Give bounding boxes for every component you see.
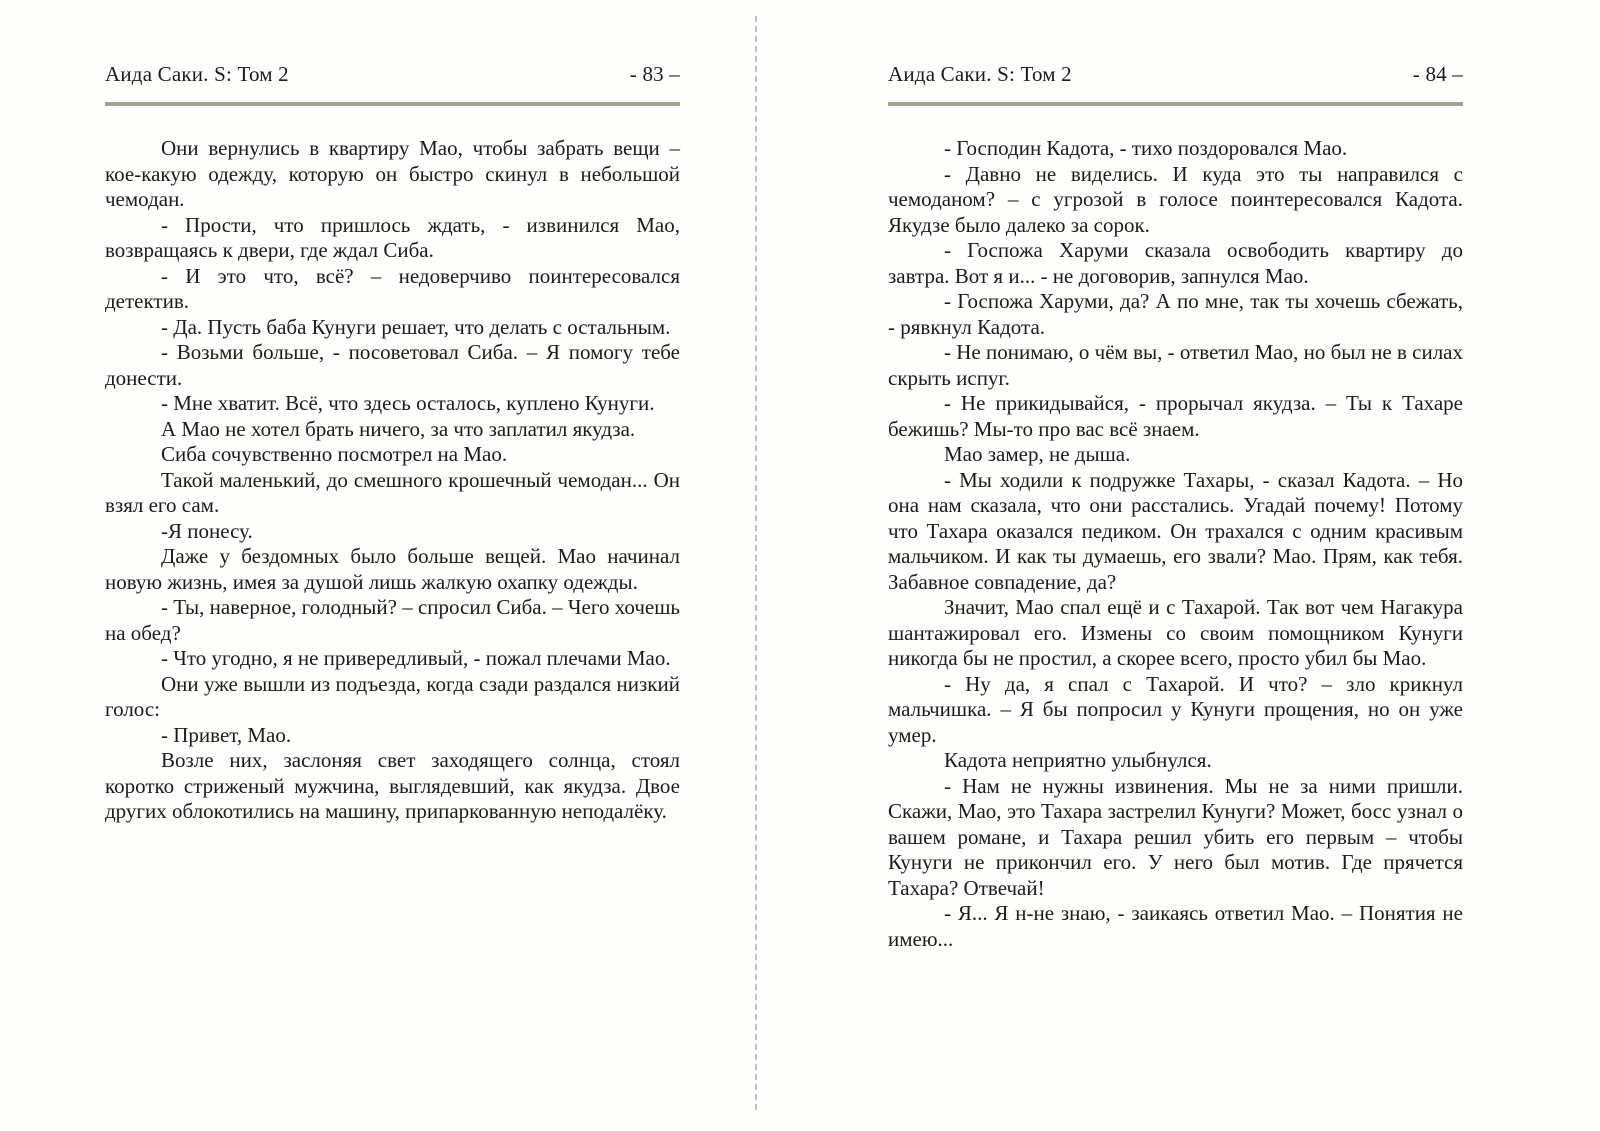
paragraph: - Прости, что пришлось ждать, - извинился Мао, возвращаясь к двери, где ждал Сиба. bbox=[105, 212, 680, 262]
paragraph: - Ты, наверное, голодный? – спросил Сиба. – Чего хочешь на обед? bbox=[105, 595, 680, 645]
page-left bbox=[105, 0, 680, 825]
paragraph: Они вернулись в квартиру Мао, чтобы забрать вещи – кое-какую одежду, которую он быстро скинул в небольшой чемодан. bbox=[105, 136, 680, 211]
paragraph: - И это что, всё? – недоверчиво поинтересовался детектив. bbox=[105, 263, 680, 313]
page-body-right bbox=[888, 136, 1463, 952]
page-header-right bbox=[888, 0, 1463, 87]
page-divider bbox=[755, 16, 757, 1110]
paragraph: - Нам не нужны извинения. Мы не за ними пришли. Скажи, Мао, это Тахара застрелил Кунуги? Может, босс узнал о вашем романе, и Тахара решил убить его первым – чтобы Кунуги не прикончил его. У него был мотив. Где прячется Тахара? Отвечай! bbox=[888, 773, 1463, 900]
paragraph: - Мы ходили к подружке Тахары, - сказал Кадота. – Но она нам сказала, что они расстались. Угадай почему! Потому что Тахара оказался педиком. Он трахался с одним красивым мальчиком. И как ты думаешь, его звали? Мао. Прям, как тебя. Забавное совпадение, да? bbox=[888, 467, 1463, 594]
paragraph: Мао замер, не дыша. bbox=[944, 442, 1131, 466]
page-number: - 84 – bbox=[1412, 62, 1463, 86]
header-rule bbox=[105, 102, 680, 106]
paragraph: - Ну да, я спал с Тахарой. И что? – зло крикнул мальчишка. – Я бы попросил у Кунуги прощения, но он уже умер. bbox=[888, 671, 1463, 747]
paragraph: - Госпожа Харуми, да? А по мне, так ты хочешь сбежать, - рявкнул Кадота. bbox=[888, 289, 1463, 339]
paragraph: - Господин Кадота, - тихо поздоровался Мао. bbox=[944, 136, 1348, 160]
paragraph: - Привет, Мао. bbox=[161, 722, 292, 747]
paragraph: Сиба сочувственно посмотрел на Мао. bbox=[161, 442, 508, 466]
paragraph: - Что угодно, я не привередливый, - пожал плечами Мао. bbox=[161, 646, 671, 670]
paragraph: - Не понимаю, о чём вы, - ответил Мао, но был не в силах скрыть испуг. bbox=[888, 340, 1463, 390]
page-number: - 83 – bbox=[629, 62, 680, 86]
paragraph: - Возьми больше, - посоветовал Сиба. – Я помогу тебе донести. bbox=[105, 340, 680, 390]
paragraph: - Мне хватит. Всё, что здесь осталось, куплено Кунуги. bbox=[161, 391, 655, 415]
page-body-left bbox=[105, 136, 680, 825]
paragraph: - Да. Пусть баба Кунуги решает, что делать с остальным. bbox=[161, 314, 671, 339]
paragraph: -Я понесу. bbox=[161, 518, 253, 543]
page-header-left bbox=[105, 0, 680, 87]
paragraph: - Не прикидывайся, - прорычал якудза. – Ты к Тахаре бежишь? Мы-то про вас всё знаем. bbox=[888, 391, 1463, 441]
paragraph: - Я... Я н-не знаю, - заикаясь ответил Мао. – Понятия не имею... bbox=[888, 901, 1463, 951]
paragraph: - Давно не виделись. И куда это ты направился с чемоданом? – с угрозой в голосе поинтересовался Кадота. Якудзе было далеко за сорок. bbox=[888, 161, 1463, 237]
running-title: Аида Саки. S: Том 2 bbox=[105, 62, 289, 86]
paragraph: Возле них, заслоняя свет заходящего солнца, стоял коротко стриженый мужчина, выглядевший, как якудза. Двое других облокотились на машину, припаркованную неподалёку. bbox=[105, 748, 680, 823]
paragraph: А Мао не хотел брать ничего, за что заплатил якудза. bbox=[161, 416, 636, 441]
paragraph: Такой маленький, до смешного крошечный чемодан... Он взял его сам. bbox=[105, 467, 680, 517]
header-rule bbox=[888, 102, 1463, 106]
paragraph: Они уже вышли из подъезда, когда сзади раздался низкий голос: bbox=[105, 671, 680, 721]
paragraph: Значит, Мао спал ещё и с Тахарой. Так вот чем Нагакура шантажировал его. Измены со своим помощником Кунуги никогда бы не простил, а скорее всего, просто убил бы Мао. bbox=[888, 595, 1463, 670]
paragraph: Даже у бездомных было больше вещей. Мао начинал новую жизнь, имея за душой лишь жалкую охапку одежды. bbox=[105, 544, 680, 594]
page-right bbox=[888, 0, 1463, 952]
running-title: Аида Саки. S: Том 2 bbox=[888, 62, 1072, 86]
paragraph: - Госпожа Харуми сказала освободить квартиру до завтра. Вот я и... - не договорив, запнулся Мао. bbox=[888, 238, 1463, 288]
paragraph: Кадота неприятно улыбнулся. bbox=[944, 748, 1212, 772]
